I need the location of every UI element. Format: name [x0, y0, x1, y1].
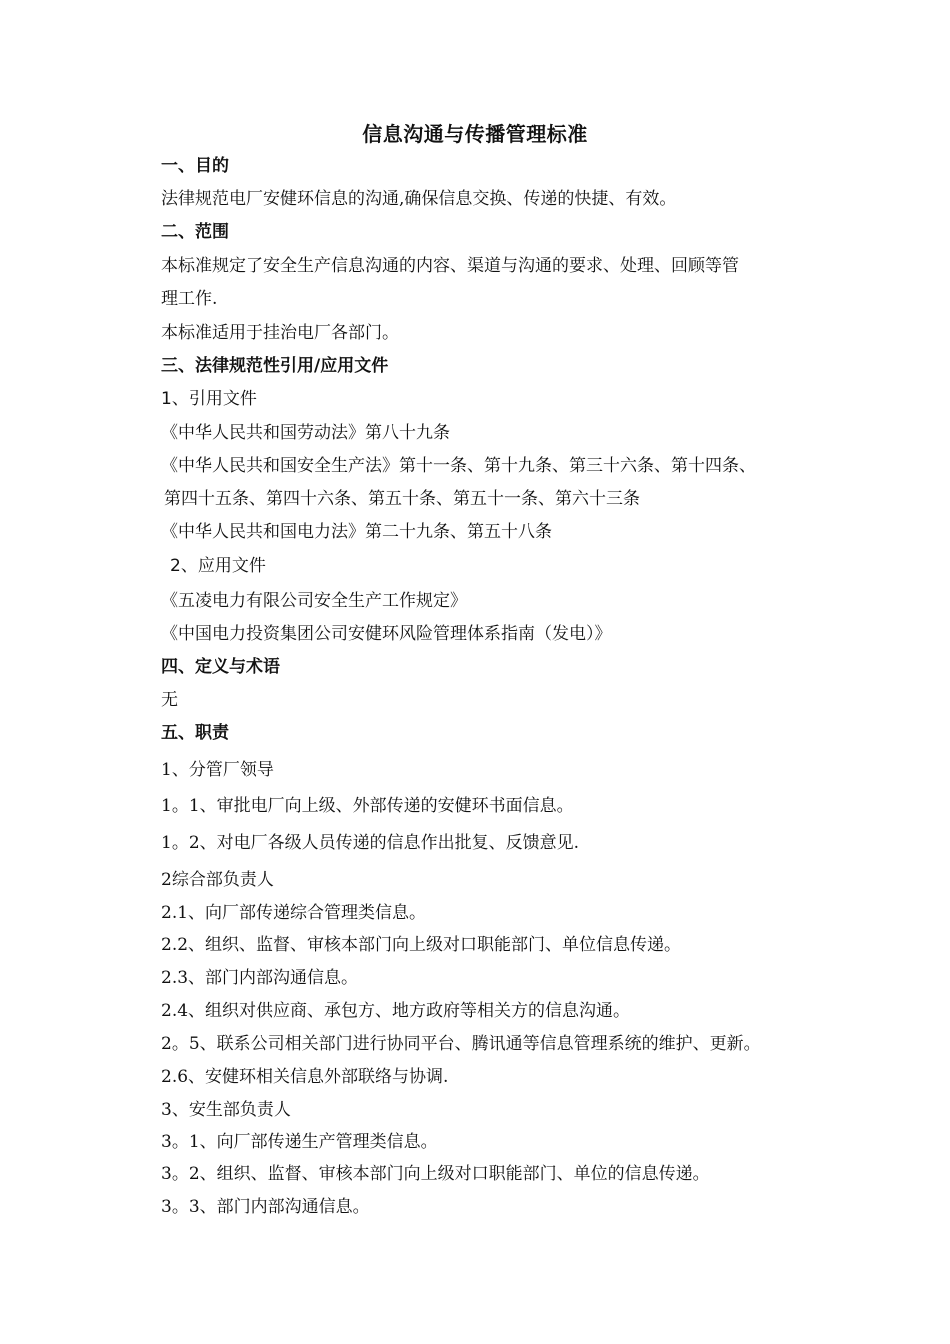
section-heading-scope: 二、范围	[161, 222, 229, 242]
list-item: 3。1、向厂部传递生产管理类信息。	[161, 1132, 438, 1152]
list-item: 2.1、向厂部传递综合管理类信息。	[161, 903, 427, 923]
paragraph: 无	[161, 690, 178, 710]
reference-item: 《中华人民共和国劳动法》第八十九条	[161, 423, 450, 443]
list-item: 3。3、部门内部沟通信息。	[161, 1197, 370, 1217]
list-item: 3。2、组织、监督、审核本部门向上级对口职能部门、单位的信息传递。	[161, 1164, 710, 1184]
list-item: 2.6、安健环相关信息外部联络与协调.	[161, 1067, 449, 1087]
reference-item: 《中华人民共和国安全生产法》第十一条、第十九条、第三十六条、第十四条、	[161, 456, 756, 476]
reference-item: 《中华人民共和国电力法》第二十九条、第五十八条	[161, 522, 552, 542]
section-heading-references: 三、法律规范性引用/应用文件	[161, 356, 389, 376]
subheading: 1、分管厂领导	[161, 760, 274, 780]
list-item: 2。5、联系公司相关部门进行协同平台、腾讯通等信息管理系统的维护、更新。	[161, 1034, 761, 1054]
section-heading-purpose: 一、目的	[161, 156, 229, 176]
section-heading-definitions: 四、定义与术语	[161, 657, 280, 677]
reference-item: 《中国电力投资集团公司安健环风险管理体系指南（发电）》	[161, 624, 612, 644]
section-heading-responsibilities: 五、职责	[161, 723, 229, 743]
subheading: 2综合部负责人	[161, 870, 274, 890]
list-item: 1。2、对电厂各级人员传递的信息作出批复、反馈意见.	[161, 833, 580, 853]
subheading: 2、应用文件	[170, 556, 266, 576]
list-item: 2.3、部门内部沟通信息。	[161, 968, 359, 988]
list-item: 2.4、组织对供应商、承包方、地方政府等相关方的信息沟通。	[161, 1001, 631, 1021]
list-item: 1。1、审批电厂向上级、外部传递的安健环书面信息。	[161, 796, 574, 816]
subheading: 3、安生部负责人	[161, 1100, 291, 1120]
paragraph: 理工作.	[161, 289, 218, 309]
reference-item: 第四十五条、第四十六条、第五十条、第五十一条、第六十三条	[164, 489, 640, 509]
page-title: 信息沟通与传播管理标准	[362, 122, 588, 146]
paragraph: 法律规范电厂安健环信息的沟通,确保信息交换、传递的快捷、有效。	[161, 189, 677, 209]
reference-item: 《五凌电力有限公司安全生产工作规定》	[161, 591, 467, 611]
paragraph: 本标准适用于挂治电厂各部门。	[161, 323, 399, 343]
paragraph: 本标准规定了安全生产信息沟通的内容、渠道与沟通的要求、处理、回顾等管	[161, 256, 739, 276]
list-item: 2.2、组织、监督、审核本部门向上级对口职能部门、单位信息传递。	[161, 935, 682, 955]
subheading: 1、引用文件	[161, 389, 257, 409]
